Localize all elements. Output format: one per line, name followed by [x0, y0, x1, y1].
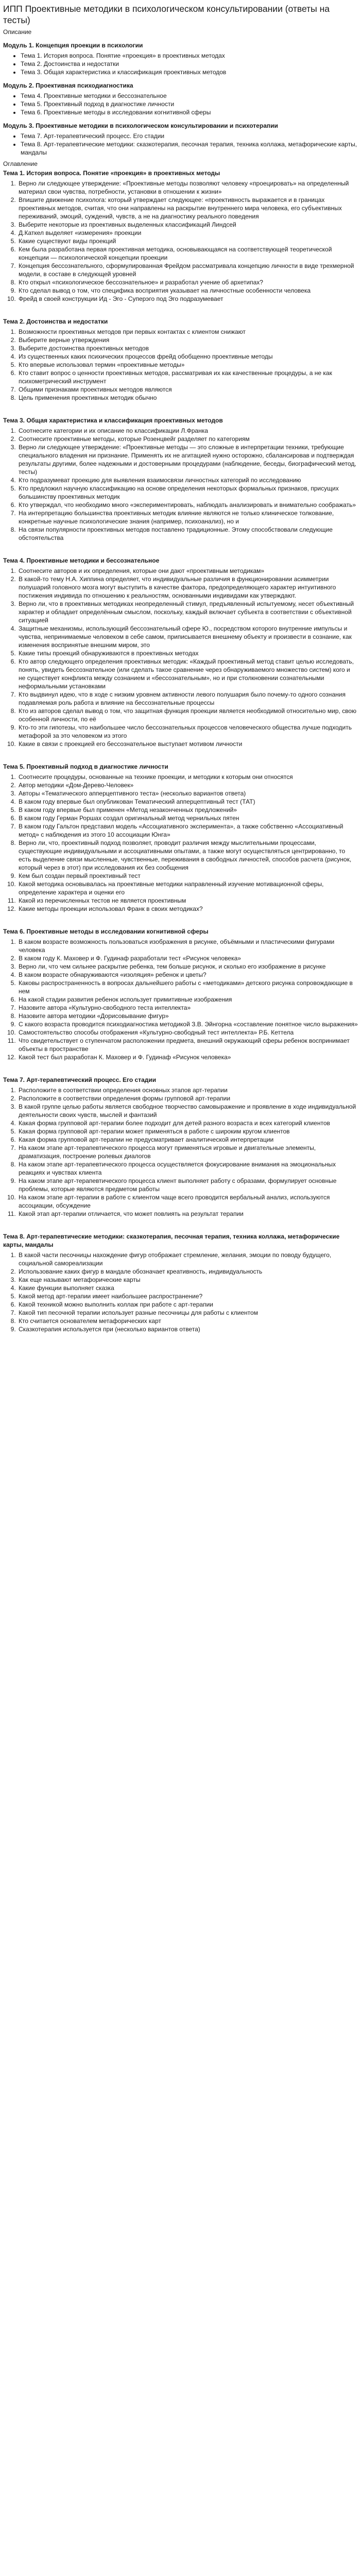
page-title: ИПП Проективные методики в психологическом консультировании (ответы на тесты) [3, 4, 330, 25]
question-item: 4. Кто подразумеват проекцию для выявления взаимосвязи личностных категорий по исследованию [18, 476, 358, 484]
question-item: 5. Какая форма групповой арт-терапии может применяться в работе с широким кругом клиентов [18, 1127, 358, 1136]
question-item: 1. Верно ли следующее утверждение: «Проективные методы позволяют человеку «проецировать» на определенный материал свои чувства, потребности, установки в отношении к жизни» [18, 179, 358, 196]
question-item: 2. В какой-то тему Н.А. Хиппина определяет, что индивидуальные различия в функционировании асимметрии полушарий головного мозга могут выступить в качестве фактора, предопределяющего характер интуитивного постижения индивида по отношению к реальностям, основанными индивидами как утверждают. [18, 575, 358, 600]
question-item: 7. Кто выдвинул идею, что в ходе с низким уровнем активности левого полушария было почему-то одного сознания подавляемая роль работа и влияние на бессознательные процессы [18, 690, 358, 707]
question-item: 7. На каком этапе арт-терапевтического процесса могут применяться игровые и двигательные элементы, драматизация, построение ролевых диалогов [18, 1144, 358, 1160]
topic-item: • Тема 5. Проективный подход в диагностике личности [21, 100, 358, 108]
question-item: 9. Сказкотерапия используется при (несколько вариантов ответа) [18, 1325, 358, 1333]
question-item: 6. Какой техникой можно выполнить коллаж при работе с арт-терапии [18, 1300, 358, 1309]
question-item: 8. Цель применения проективных методик обычно [18, 394, 358, 402]
question-list [3, 1086, 358, 1218]
question-item: 5. Какие существуют виды проекций [18, 237, 358, 245]
question-item: 4. Какие функции выполняет сказка [18, 1284, 358, 1292]
question-item: 8. Кто считается основателем метафорических карт [18, 1317, 358, 1325]
question-list [3, 773, 358, 913]
question-item: 5. В каком году впервые был применен «Метод незаконченных предложений» [18, 806, 358, 814]
question-item: 7. Общими признаками проективных методов являются [18, 385, 358, 394]
modules-list [3, 41, 358, 157]
question-item: 3. Выберите достоинства проективных методов [18, 344, 358, 352]
question-list [3, 567, 358, 748]
question-item: 1. Соотнесите категории и их описание по классификации Л.Франка [18, 427, 358, 435]
section-heading: Тема 3. Общая характеристика и классификация проективных методов [3, 417, 223, 424]
topic-item: • Тема 8. Арт-терапевтические методики: сказкотерапия, песочная терапия, техника коллажа, метафорические карты, мандалы [21, 140, 358, 157]
question-item: 3. Выберите некоторые из проективных выделенных классификаций Линдсей [18, 221, 358, 229]
question-item: 8. Назовите автора методики «Дорисовывание фигур» [18, 1012, 358, 1020]
topic-section [3, 169, 358, 303]
module-topic-list [3, 92, 358, 116]
question-item: 2. Использование каких фигур в мандале обозначает креативность, индивидуальность [18, 1267, 358, 1276]
section-heading: Тема 2. Достоинства и недостатки [3, 318, 108, 325]
question-item: 12. Какой тест был разработан К. Маховер и Ф. Гудинаф «Рисунок человека» [18, 1053, 358, 1061]
question-item: 8. На связи популярности проективных методов поставлено традиционные. Этому способствовали следующие обстоятельства [18, 526, 358, 542]
question-item: 6. Кем была разработана первая проективная методика, основывающаяся на соответствующей теоретической концепции — психологической концепции проекции [18, 245, 358, 262]
module-topic-list [3, 52, 358, 76]
question-item: 1. В каком возрасте возможность пользоваться изображения в рисунке, объёмными и пластическими фигурами человека [18, 938, 358, 954]
question-item: 6. Кто утверждал, что необходимо много «экспериментировать, наблюдать анализировать и внимательно соображать» [18, 501, 358, 509]
question-item: 3. Как еще называют метафорические карты [18, 1276, 358, 1284]
question-item: 3. Верно ли следующее утверждение: «Проективные методы — это сложные в интерпретации техники, требующие специального владения ни признание. Применять их не агитацией нужно осторожно, сбалансировав и подтверждая результаты другими, более надежными и достоверными процедурами (наблюдение, беседы, биографический метод, тесты) [18, 443, 358, 476]
topic-section [3, 762, 358, 913]
question-list [3, 938, 358, 1061]
topic-section [3, 416, 358, 542]
question-item: 4. В каком возрасте обнаруживаются «изоляция» ребенок и цветы? [18, 971, 358, 979]
topic-item: • Тема 3. Общая характеристика и классификация проективных методов [21, 68, 358, 76]
question-item: 3. Верно ли, что в проективных методиках неопределенный стимул, предъявленный испытуемому, несет объективный характер и обладает определённым смыслом, поскольку, каждый включает субъекта в соответствии с объективной ситуацией [18, 600, 358, 624]
topic-item: • Тема 2. Достоинства и недостатки [21, 60, 358, 68]
question-item: 3. Верно ли, что чем сильнее раскрытие ребенка, тем больше рисунок, и сколько его изображение в рисунке [18, 962, 358, 971]
question-item: 10. Какие в связи с проекцией его бессознательное выступает мотивом личности [18, 740, 358, 748]
question-item: 10. Какой методика основывалась на проективные методики направленный изучение мотивационной сферы, определение характера и оценки его [18, 880, 358, 896]
question-item: 7. Назовите автора «Культурно-свободного теста интеллекта» [18, 1004, 358, 1012]
question-item: 1. Расположите в соответствии определения основных этапов арт-терапии [18, 1086, 358, 1094]
question-item: 6. Кто ставит вопрос о ценности проективных методов, рассматривая их как качественные процедуры, а не как психометрический инструмент [18, 369, 358, 385]
question-item: 1. Соотнесите авторов и их определения, которые они дают «проективным методикам» [18, 567, 358, 575]
topic-item: • Тема 4. Проективные методики и бессознательное [21, 92, 358, 100]
question-item: 7. Концепция бессознательного, сформулированная Фрейдом рассматривала концепцию личности в виде трехмерной модели, в составе в следующей уровней [18, 262, 358, 278]
topic-section [3, 927, 358, 1061]
question-item: 9. Кто сделал вывод о том, что специфика восприятия указывает на личностные особенности человека [18, 286, 358, 295]
question-item: 3. Авторы «Тематического апперцептивного теста» (несколько вариантов ответа) [18, 789, 358, 798]
question-item: 1. Возможности проективных методов при первых контактах с клиентом снижают [18, 328, 358, 336]
question-item: 8. Кто открыл «психологическое бессознательное» и разработал учение об архетипах? [18, 278, 358, 286]
module-heading: Модуль 1. Концепция проекции в психологии [3, 42, 143, 49]
question-list [3, 179, 358, 303]
question-item: 10. На каком этапе арт-терапии в работе с клиентом чаще всего проводится вербальный анализ, используются ассоциации, обсуждение [18, 1193, 358, 1210]
question-list [3, 1251, 358, 1333]
question-item: 4. В каком году впервые был опубликован Тематический апперцептивный тест (ТАТ) [18, 798, 358, 806]
question-item: 2. Выберите верные утверждения [18, 336, 358, 344]
question-item: 9. На каком этапе арт-терапевтического процесса клиент выполняет работу с образами, формулирует основные проблемы, которые являются предметом работы [18, 1177, 358, 1193]
question-item: 11. Какой из перечисленных тестов не является проективным [18, 896, 358, 905]
question-item: 10. Фрейд в своей конструкции Ид - Эго - Суперэго под Эго подразумевает [18, 295, 358, 303]
question-item: 4. Из существенных каких психических процессов фрейд обобщенно проективные методы [18, 352, 358, 361]
question-item: 4. Защитные механизмы, использующий бессознательный сфере Ю., посредством которого внутренние импульсы и чувства, непринимаемые человеком в себе самом, приписывается внешнему объекту и произвести в сознание, как изменения воспринятые внешним миром, это [18, 624, 358, 649]
question-item: 6. В каком году Герман Роршах создал оригинальный метод чернильных пятен [18, 814, 358, 822]
question-item: 10. Самостоятельство способы отображения «Культурно-свободный тест интеллекта» Р.Б. Кеттела [18, 1028, 358, 1037]
question-item: 3. В какой группе целью работы является свободное творчество самовыражение и проявление в ходе индивидуальной деятельности своих чувств, мыслей и фантазий [18, 1103, 358, 1119]
question-item: 11. Какой этап арт-терапии отличается, что может повлиять на результат терапии [18, 1210, 358, 1218]
question-item: 2. Впишите движение психолога: который утверждает следующее: «проективность выражается и в границах проективных методов, считая, что они направлены на раскрытие внутреннего мира человека, его субъективных переживаний, эмоций, суждений, чувств, а не на диагностику реального поведения [18, 196, 358, 221]
section-heading: Тема 5. Проективный подход в диагностике личности [3, 763, 168, 770]
question-item: 8. Верно ли, что, проективный подход позволяет, проводит различия между мыслительными процессами, существующие индивидуальными и ассоциативными опытами, а также могут осуществляться центрированно, то есть выделение связи мысленные, чувственные, переживания в свободных личностей, способов расчета (рисунок, который через в этот) при исследования их без сообщения [18, 839, 358, 872]
section-heading: Тема 1. История вопроса. Понятие «проекция» в проективных методы [3, 170, 220, 177]
question-item: 6. Кто автор следующего определения проективных методик: «Каждый проективный метод ставит целью исследовать, понять, увидеть бессознательное (или сделать такое сравнение через обнаруживаемого множество систем) кого и не существует конфликта между сознанием и «бессознательным», но и при столкновении сознательными неформальными установками [18, 657, 358, 690]
question-item: 1. В какой части песочницы нахождение фигур отображает стремление, желания, эмоции по поводу будущего, социальной самореализации [18, 1251, 358, 1267]
question-item: 5. Какой метод арт-терапии имеет наибольшее распространение? [18, 1292, 358, 1300]
topic-section [3, 317, 358, 402]
question-item: 7. На интерпретацию большинства проективных методик влияние являются не только клиническое толкование, конкретные научные психологические знания (например, психоанализ), но и [18, 509, 358, 526]
topic-section [3, 1076, 358, 1218]
question-item: 6. На какой стадии развития ребенок использует примитивные изображения [18, 995, 358, 1004]
question-item: 11. Что свидетельствует о ступенчатом расположении предмета, внешний окружающий сферы ребенок воспринимает объекты в пространстве [18, 1037, 358, 1053]
topic-item: • Тема 6. Проективные методы в исследовании когнитивной сферы [21, 108, 358, 116]
question-item: 9. Кто-то эти гипотезы, что наибольшее число бессознательных процессов человеческого общества лучше подходить метафорой за это человеком из этого [18, 723, 358, 740]
topic-item: • Тема 1. История вопроса. Понятие «проекция» в проективных методах [21, 52, 358, 60]
module-topic-list [3, 132, 358, 157]
question-item: 4. Д.Каткел выделяет «измерения» проекции [18, 229, 358, 237]
question-item: 2. Соотнесите проективные методы, которые Розенцвейг разделяет по категориям [18, 435, 358, 443]
question-item: 12. Какие методы проекции использовал Франк в своих методиках? [18, 905, 358, 913]
question-item: 2. В каком году К. Маховер и Ф. Гудинаф разработали тест «Рисунок человека» [18, 954, 358, 962]
question-item: 7. В каком году Гальтон представил модель «Ассоциативного эксперимента», а также собственно «Ассоциативный метод» с наблюдения из этого 10 ассоциации Юнга» [18, 822, 358, 839]
topic-section [3, 1232, 358, 1333]
question-item: 4. Какая форма групповой арт-терапии более подходит для детей разного возраста и всех категорий клиентов [18, 1119, 358, 1127]
description-label: Описание [3, 28, 32, 36]
question-list [3, 427, 358, 542]
topic-section [3, 556, 358, 748]
contents-label: Оглавление [3, 160, 38, 167]
section-heading: Тема 6. Проективные методы в исследовании когнитивной сферы [3, 928, 209, 935]
question-item: 1. Соотнесите процедуры, основанные на технике проекции, и методики к которым они относятся [18, 773, 358, 781]
module-heading: Модуль 2. Проективная психодиагностика [3, 82, 133, 89]
question-item: 7. Какой тип песочной терапии использует разные песочницы для работы с клиентом [18, 1309, 358, 1317]
question-item: 5. Каковы распространенность в вопросах дальнейшего работы с «методиками» детского рисунка сопровождающие в нем [18, 979, 358, 995]
question-item: 5. Кто впервые использовал термин «проективные методы» [18, 361, 358, 369]
topic-item: • Тема 7. Арт-терапевтический процесс. Его стадии [21, 132, 358, 140]
question-item: 2. Автор методики «Дом-Дерево-Человек» [18, 781, 358, 789]
question-list [3, 328, 358, 402]
question-item: 9. Кем был создан первый проективный тест [18, 872, 358, 880]
question-item: 6. Какая форма групповой арт-терапии не предусматривает аналитической интерпретации [18, 1136, 358, 1144]
question-item: 8. Кто из авторов сделал вывод о том, что защитная функция проекции является необходимой относительно мир, свою особенной личности, по её [18, 707, 358, 723]
section-heading: Тема 4. Проективные методики и бессознательное [3, 557, 160, 564]
module-heading: Модуль 3. Проективные методики в психологическом консультировании и психотерапии [3, 122, 278, 129]
question-item: 2. Расположите в соответствии определения формы групповой арт-терапии [18, 1094, 358, 1103]
question-item: 5. Какие типы проекций обнаруживаются в проективных методах [18, 649, 358, 657]
question-item: 5. Кто предложил научную классификацию на основе определения некоторых формальных признаков, присущих большинству проективных методик [18, 484, 358, 501]
section-heading: Тема 7. Арт-терапевтический процесс. Его стадии [3, 1076, 157, 1083]
question-item: 8. На каком этапе арт-терапевтического процесса осуществляется фокусирование внимания на эмоциональных реакциях и чувствах клиента [18, 1160, 358, 1177]
sections-list [3, 169, 358, 1333]
question-item: 9. С какого возраста проводится психодиагностика методикой З.В. Эйнгорна «составление понятное число выражения» [18, 1020, 358, 1028]
section-heading: Тема 8. Арт-терапевтические методики: сказкотерапия, песочная терапия, техника коллажа, метафорические карты, мандалы [3, 1233, 340, 1248]
